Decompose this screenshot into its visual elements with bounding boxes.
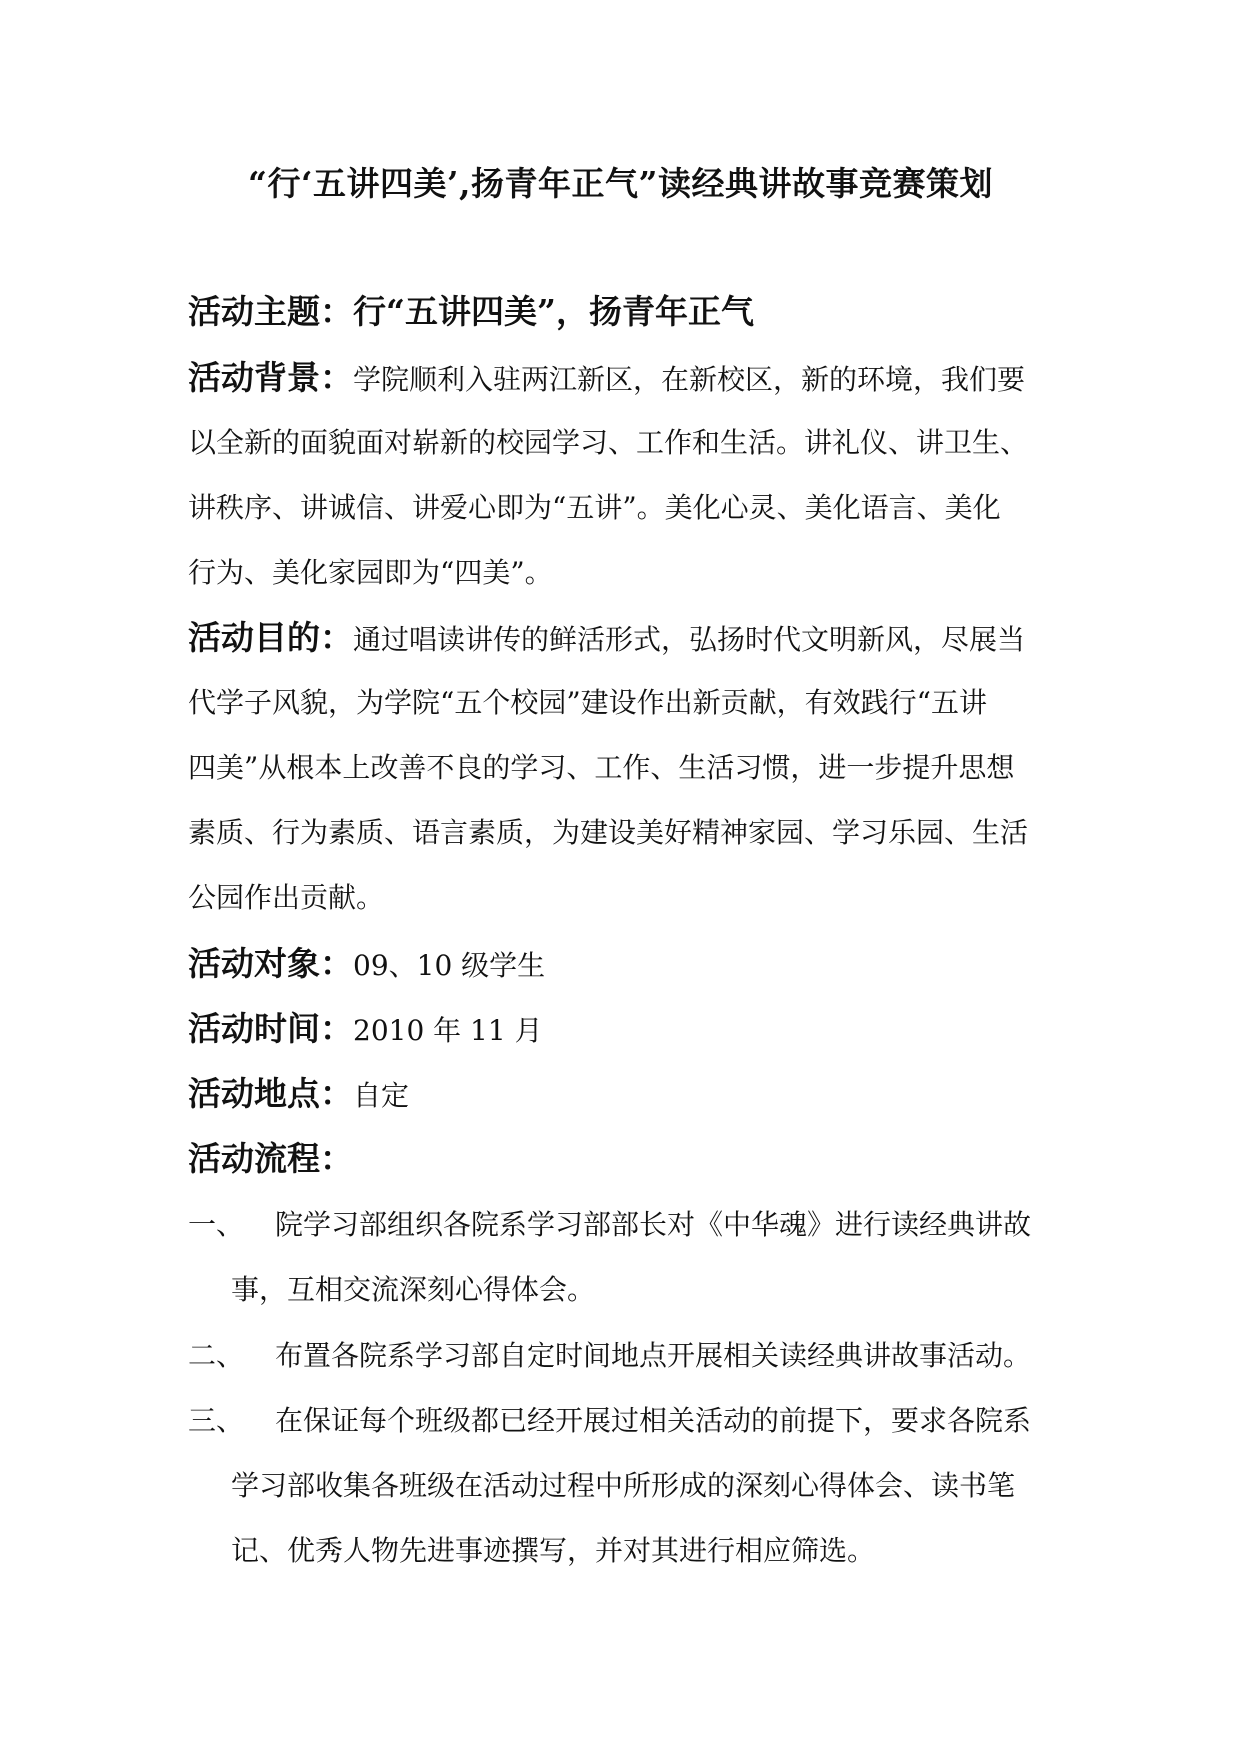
step-number: 一、 xyxy=(188,1208,245,1241)
time-text: 2010 年 11 月 xyxy=(353,1014,543,1047)
purpose-label: 活动目的： xyxy=(188,618,353,657)
process-row xyxy=(188,1139,353,1181)
audience-row xyxy=(188,944,545,986)
theme-row xyxy=(188,292,754,334)
step-line: 在保证每个班级都已经开展过相关活动的前提下，要求各院系 xyxy=(275,1404,1032,1437)
background-line: 行为、美化家园即为“四美”。 xyxy=(188,556,553,589)
process-label: 活动流程： xyxy=(188,1139,353,1178)
step-number: 二、 xyxy=(188,1339,245,1372)
step-line: 布置各院系学习部自定时间地点开展相关读经典讲故事活动。 xyxy=(275,1339,1032,1372)
venue-text: 自定 xyxy=(353,1079,410,1112)
purpose-line: 代学子风貌，为学院“五个校园”建设作出新贡献，有效践行“五讲 xyxy=(188,686,987,719)
step-line: 事，互相交流深刻心得体会。 xyxy=(231,1273,596,1306)
step-line: 学习部收集各班级在活动过程中所形成的深刻心得体会、读书笔 xyxy=(231,1469,1016,1502)
document-title: “行‘五讲四美’,扬青年正气”读经典讲故事竞赛策划 xyxy=(248,164,993,203)
purpose-line: 公园作出贡献。 xyxy=(188,881,385,914)
audience-text: 09、10 级学生 xyxy=(353,949,546,982)
venue-row xyxy=(188,1074,409,1116)
venue-label: 活动地点： xyxy=(188,1074,353,1113)
step-line: 院学习部组织各院系学习部部长对《中华魂》进行读经典讲故 xyxy=(275,1208,1032,1241)
background-line: 讲秩序、讲诚信、讲爱心即为“五讲”。美化心灵、美化语言、美化 xyxy=(188,491,1001,524)
theme-label: 活动主题： xyxy=(188,292,353,331)
theme-text: 行“五讲四美”，扬青年正气 xyxy=(353,292,754,331)
time-row xyxy=(188,1009,543,1051)
audience-label: 活动对象： xyxy=(188,944,353,983)
purpose-line: 通过唱读讲传的鲜活形式，弘扬时代文明新风，尽展当 xyxy=(353,623,1026,656)
background-line: 以全新的面貌面对崭新的校园学习、工作和生活。讲礼仪、讲卫生、 xyxy=(188,426,1029,459)
background-row xyxy=(188,358,1025,400)
purpose-line: 素质、行为素质、语言素质，为建设美好精神家园、学习乐园、生活 xyxy=(188,816,1029,849)
step-number: 三、 xyxy=(188,1404,245,1437)
background-label: 活动背景： xyxy=(188,358,353,397)
purpose-row xyxy=(188,618,1025,660)
time-label: 活动时间： xyxy=(188,1009,353,1048)
background-line: 学院顺利入驻两江新区，在新校区，新的环境，我们要 xyxy=(353,363,1026,396)
purpose-line: 四美”从根本上改善不良的学习、工作、生活习惯，进一步提升思想 xyxy=(188,751,1015,784)
step-line: 记、优秀人物先进事迹撰写，并对其进行相应筛选。 xyxy=(231,1534,876,1567)
